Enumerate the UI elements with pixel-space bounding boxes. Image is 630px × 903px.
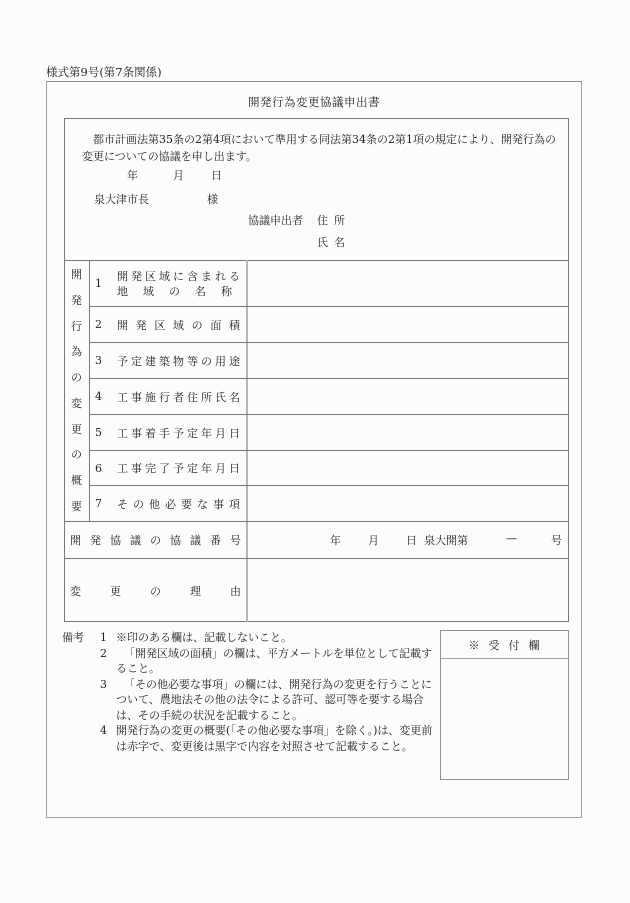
note-text: ※印のある欄は、記載しないこと。 bbox=[116, 631, 292, 644]
change-reason-label bbox=[64, 559, 247, 622]
addressee: 泉大津市長 bbox=[94, 193, 149, 206]
consult-month-label: 月 bbox=[368, 534, 379, 547]
row-label: 工事完了予定年月日 bbox=[117, 462, 241, 475]
date-month-label: 月 bbox=[173, 169, 184, 182]
summary-row-end-date bbox=[89, 451, 247, 485]
address-label: 住所 bbox=[317, 214, 351, 227]
date-day-label: 日 bbox=[211, 169, 222, 182]
notes-heading: 備考 bbox=[62, 631, 84, 644]
form-number: 様式第9号(第7条関係) bbox=[46, 65, 162, 79]
side-char: 発 bbox=[71, 293, 82, 307]
row-label: その他必要な事項 bbox=[117, 497, 241, 511]
summary-row-area-name bbox=[89, 261, 247, 306]
consultation-number-field[interactable] bbox=[248, 522, 568, 558]
side-char: 為 bbox=[71, 345, 82, 359]
building-use-field[interactable] bbox=[248, 343, 568, 378]
side-char: 開 bbox=[71, 268, 82, 281]
row-number: 1 bbox=[95, 277, 102, 290]
area-name-field[interactable] bbox=[248, 261, 568, 306]
row-number: 6 bbox=[95, 461, 102, 475]
summary-side-label bbox=[64, 262, 89, 520]
side-char: 行 bbox=[71, 319, 82, 333]
note-item bbox=[100, 723, 438, 754]
note-number: 3 bbox=[100, 677, 107, 691]
note-item bbox=[100, 630, 438, 646]
summary-row-building-use bbox=[89, 343, 247, 378]
note-text: 開発行為の変更の概要(「その他必要な事項」を除く。)は、変更前は赤字で、変更後は黒字で内容を対照させて記載すること。 bbox=[116, 724, 433, 753]
consultation-number-label bbox=[64, 522, 247, 558]
other-matters-field[interactable] bbox=[248, 486, 568, 521]
side-char: 概 bbox=[71, 474, 82, 488]
consult-prefix: 泉大開第 bbox=[424, 534, 468, 547]
row-label: 開発区域の面積 bbox=[117, 318, 241, 332]
row-number: 3 bbox=[95, 354, 102, 367]
start-date-field[interactable] bbox=[248, 415, 568, 450]
label-text: 変更の理由 bbox=[70, 584, 241, 598]
row-label: 工事施行者住所氏名 bbox=[117, 390, 241, 404]
row-label-line: 地域の名称 bbox=[117, 284, 233, 298]
row-number: 5 bbox=[95, 426, 102, 439]
date-year-label: 年 bbox=[127, 169, 138, 182]
contractor-field[interactable] bbox=[248, 379, 568, 414]
note-number: 2 bbox=[100, 646, 107, 660]
row-label bbox=[117, 269, 247, 299]
consult-year-label: 年 bbox=[330, 534, 341, 547]
note-item bbox=[100, 646, 438, 677]
consult-day-label: 日 bbox=[406, 534, 417, 547]
row-number: 7 bbox=[95, 497, 102, 510]
note-text: 「その他必要な事項」の欄には、開発行為の変更を行うことについて、農地法その他の法令による許可、認可等を要する場合は、その手続の状況を記載すること。 bbox=[116, 677, 432, 722]
side-char: の bbox=[71, 448, 82, 462]
area-size-field[interactable] bbox=[248, 307, 568, 342]
summary-row-start-date bbox=[89, 415, 247, 450]
row-number: 4 bbox=[95, 390, 102, 403]
receipt-header: ※受付欄 bbox=[441, 631, 568, 659]
note-text: 「開発区域の面積」の欄は、平方メートルを単位として記載すること。 bbox=[116, 646, 432, 675]
note-number: 4 bbox=[100, 724, 107, 737]
row-label-line: 開発区域に含まれる bbox=[117, 269, 241, 283]
note-item bbox=[100, 677, 438, 724]
side-char: の bbox=[71, 371, 82, 385]
note-number: 1 bbox=[100, 631, 107, 644]
row-number: 2 bbox=[95, 318, 102, 331]
receipt-box bbox=[440, 630, 569, 780]
label-text: 開発協議の協議番号 bbox=[70, 534, 241, 547]
side-char: 変 bbox=[71, 396, 82, 410]
summary-row-contractor bbox=[89, 379, 247, 414]
form-title: 開発行為変更協議申出書 bbox=[248, 95, 380, 109]
applicant-label: 協議申出者 bbox=[248, 214, 303, 227]
addressee-honorific: 様 bbox=[207, 193, 218, 206]
change-reason-field[interactable] bbox=[248, 559, 568, 621]
consult-suffix: 号 bbox=[551, 534, 562, 547]
summary-row-area-size bbox=[89, 307, 247, 342]
side-char: 更 bbox=[71, 422, 82, 436]
row-label: 予定建築物等の用途 bbox=[117, 354, 241, 368]
side-char: 要 bbox=[71, 499, 82, 513]
end-date-field[interactable] bbox=[248, 451, 568, 485]
preamble-text: 都市計画法第35条の2第4項において準用する同法第34条の2第1項の規定により、開発行為の変更についての協議を申し出ます。 bbox=[82, 133, 556, 163]
summary-row-other bbox=[89, 486, 247, 521]
row-label: 工事着手予定年月日 bbox=[117, 426, 241, 440]
consult-dash: — bbox=[506, 532, 517, 545]
name-label: 氏名 bbox=[317, 236, 351, 249]
